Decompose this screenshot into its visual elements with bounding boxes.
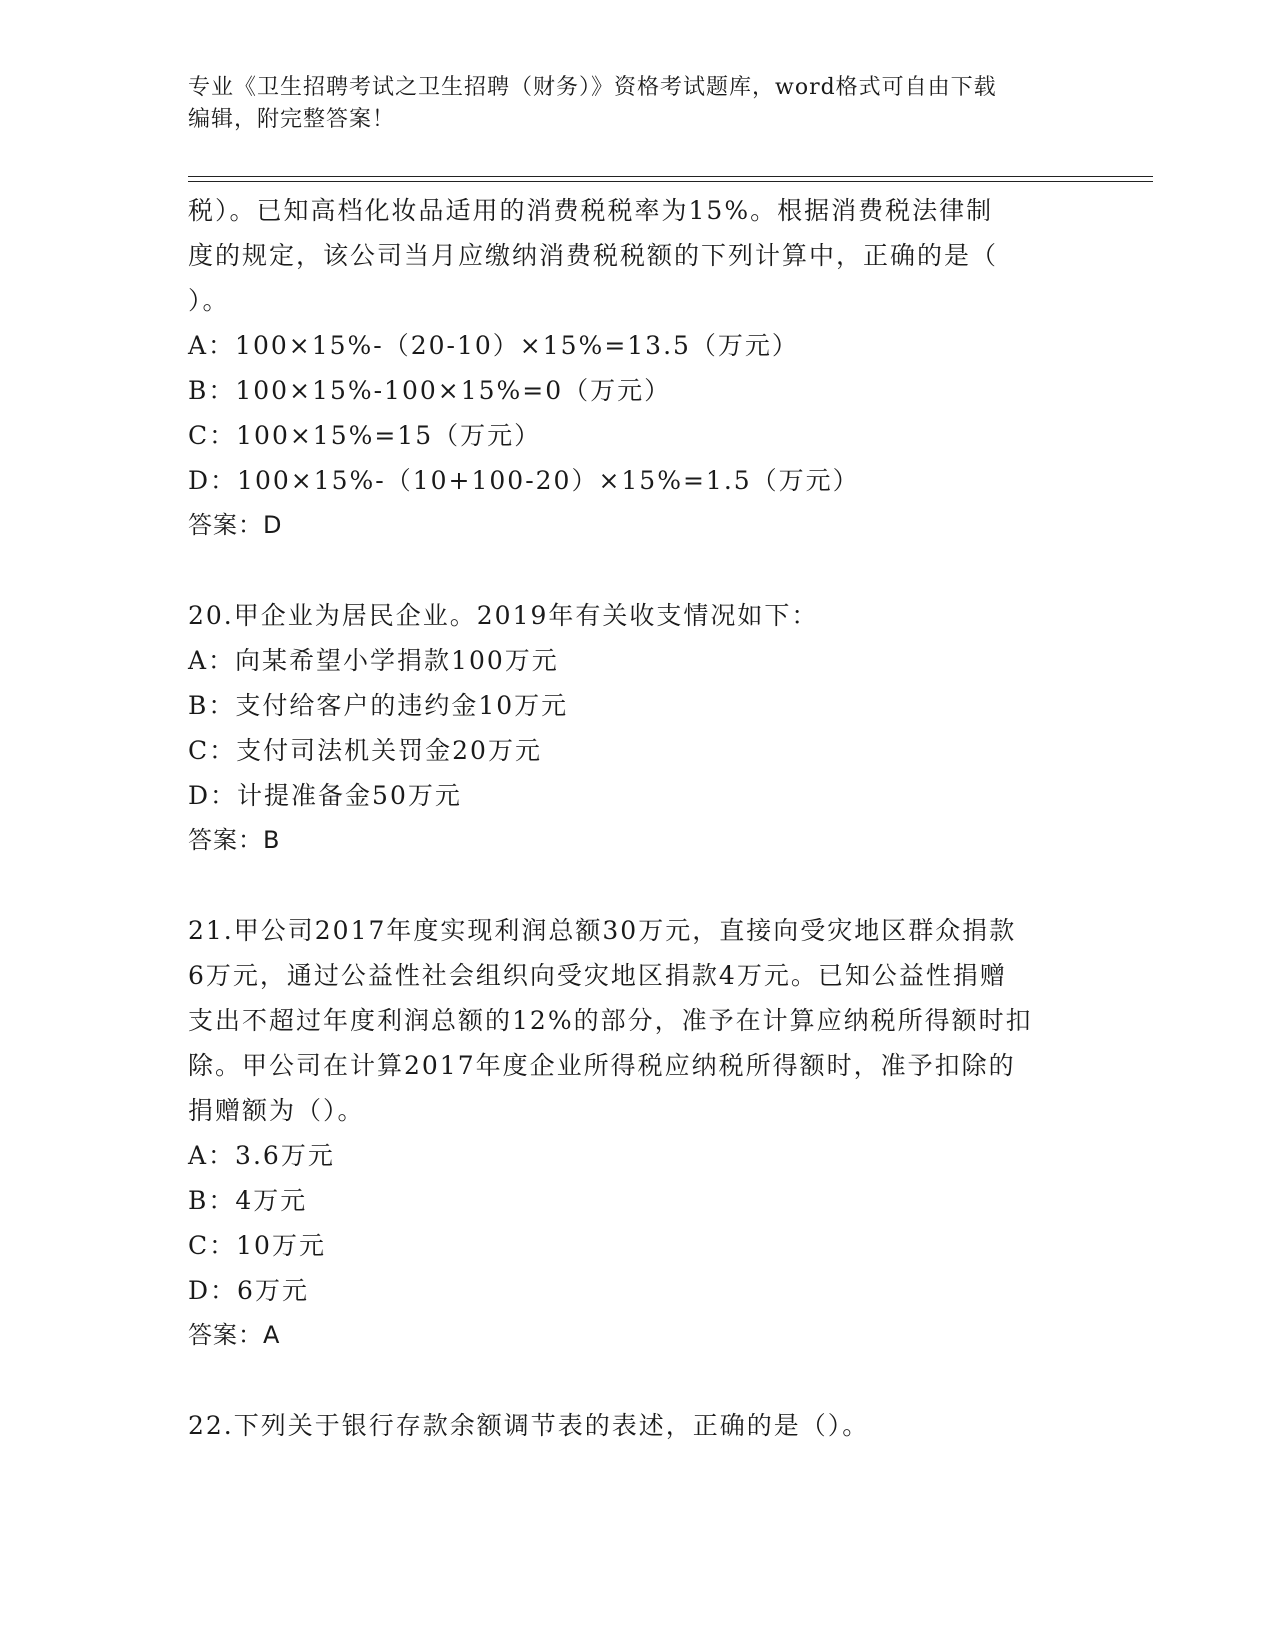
spacer [188,548,1088,593]
question-19 [188,188,1088,548]
option-c: C：10万元 [188,1231,326,1260]
header-line-1: 专业《卫生招聘考试之卫生招聘（财务）》资格考试题库，word格式可自由下载 [188,75,997,100]
question-list [188,188,1088,1448]
question-stem-line: 度的规定，该公司当月应缴纳消费税税额的下列计算中，正确的是（ [188,241,999,270]
header-divider [188,176,1153,182]
question-stem-line: ）。 [188,286,230,315]
option-b: B：100×15%-100×15%=0（万元） [188,376,672,405]
option-a: A：3.6万元 [188,1141,335,1170]
option-d: D：100×15%-（10+100-20）×15%=1.5（万元） [188,466,860,495]
option-b: B：支付给客户的违约金10万元 [188,691,569,720]
option-d: D：6万元 [188,1276,309,1305]
spacer [188,1358,1088,1403]
question-22 [188,1403,1088,1448]
header-line-2: 编辑，附完整答案！ [188,107,396,132]
option-a: A：100×15%-（20-10）×15%=13.5（万元） [188,331,799,360]
question-stem-line: 6万元，通过公益性社会组织向受灾地区捐款4万元。已知公益性捐赠 [188,961,1007,990]
option-c: C：支付司法机关罚金20万元 [188,736,542,765]
answer-label: 答案：B [188,826,281,854]
question-20 [188,593,1088,863]
answer-label: 答案：D [188,511,283,539]
spacer [188,863,1088,908]
option-b: B：4万元 [188,1186,308,1215]
option-a: A：向某希望小学捐款100万元 [188,646,559,675]
question-stem-line: 捐赠额为（）。 [188,1096,365,1125]
question-stem-line: 21.甲公司2017年度实现利润总额30万元，直接向受灾地区群众捐款 [188,916,1017,945]
option-d: D：计提准备金50万元 [188,781,462,810]
question-stem-line: 22.下列关于银行存款余额调节表的表述，正确的是（）。 [188,1411,870,1440]
question-21 [188,908,1088,1358]
question-stem-line: 支出不超过年度利润总额的12%的部分，准予在计算应纳税所得额时扣 [188,1006,1033,1035]
option-c: C：100×15%=15（万元） [188,421,542,450]
answer-label: 答案：A [188,1321,281,1349]
question-stem-line: 税）。已知高档化妆品适用的消费税税率为15%。根据消费税法律制 [188,196,994,225]
document-header [188,72,1088,136]
question-stem-line: 20.甲企业为居民企业。2019年有关收支情况如下： [188,601,819,630]
question-stem-line: 除。甲公司在计算2017年度企业所得税应纳税所得额时，准予扣除的 [188,1051,1016,1080]
